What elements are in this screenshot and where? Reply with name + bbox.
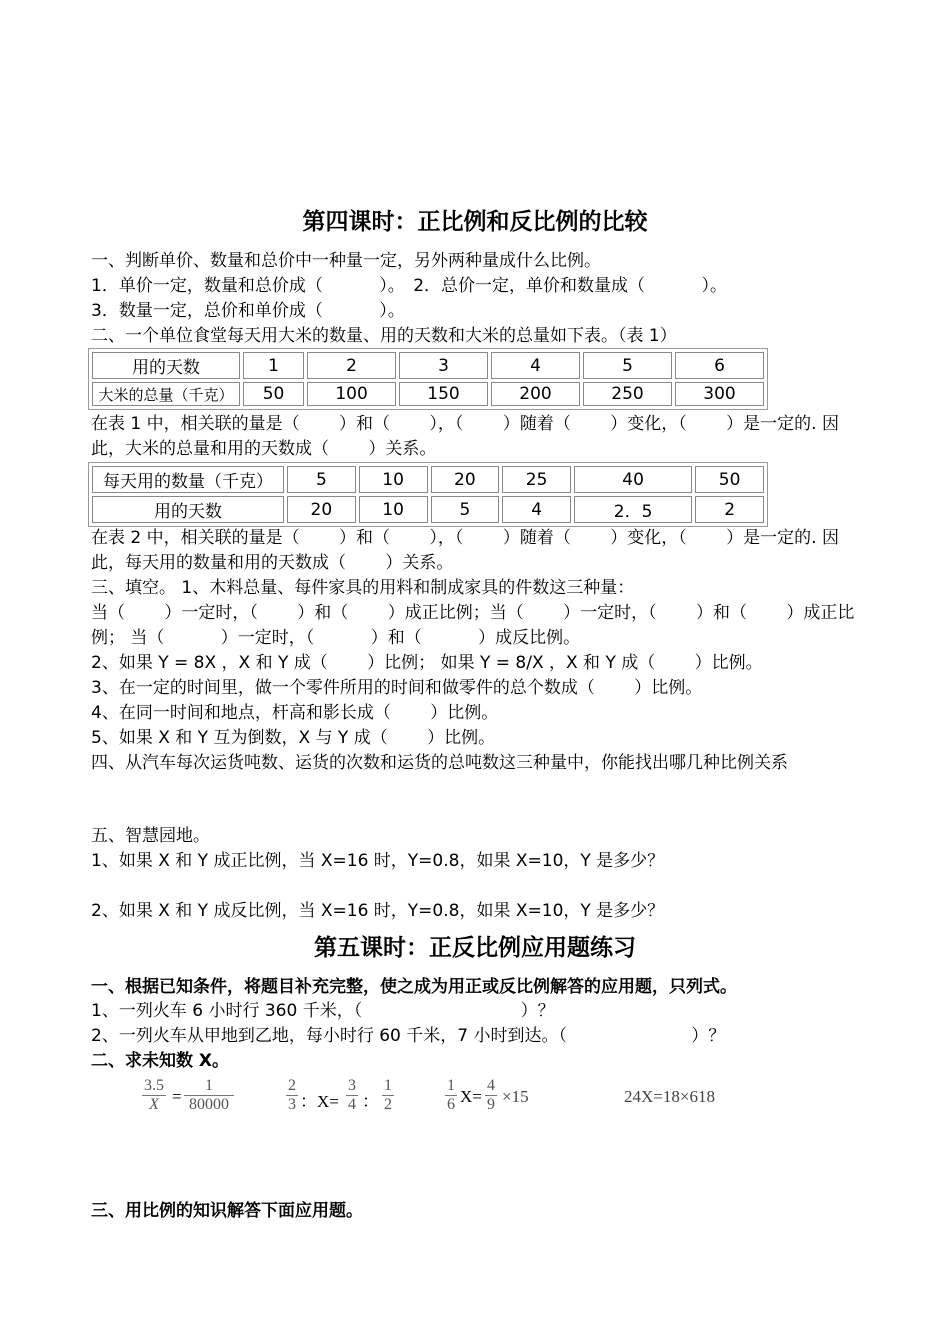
table-cell: 5 xyxy=(287,466,356,493)
table2-question-b: 此，每天用的数量和用的天数成（ ）关系。 xyxy=(91,553,454,573)
lesson5-section1-heading: 一、根据已知条件，将题目补充完整，使之成为用正或反比例解答的应用题，只列式。 xyxy=(91,977,737,997)
denominator: 9 xyxy=(487,1096,495,1113)
equation-text: ×15 xyxy=(502,1087,529,1106)
table-cell: 1 xyxy=(243,352,304,379)
fraction xyxy=(382,1077,394,1114)
equation-text: ：X= xyxy=(300,1092,339,1111)
section3-line-3: 例； 当（ ）一定时，（ ）和（ ）成反比例。 xyxy=(91,628,581,648)
denominator: 80000 xyxy=(189,1096,229,1113)
numerator: 2 xyxy=(288,1077,296,1094)
fraction xyxy=(286,1077,298,1114)
denominator: 6 xyxy=(447,1096,455,1113)
lesson5-title: 第五课时：正反比例应用题练习 xyxy=(314,935,636,961)
table-cell: 100 xyxy=(307,382,396,406)
denominator: 2 xyxy=(384,1096,392,1113)
section5-question-1: 1、如果 X 和 Y 成正比例，当 X=16 时，Y=0.8，如果 X=10，Y 是多少？ xyxy=(91,851,665,871)
table-cell: 用的天数 xyxy=(92,496,284,523)
fraction xyxy=(445,1077,457,1114)
section1-heading: 一、判断单价、数量和总价中一种量一定，另外两种量成什么比例。 xyxy=(91,251,601,271)
table-cell: 每天用的数量（千克） xyxy=(92,466,284,493)
equation-4: 24X=18×618 xyxy=(624,1087,715,1106)
table-2 xyxy=(88,462,768,527)
table-cell: 4 xyxy=(491,352,580,379)
equation-text: X= xyxy=(460,1087,482,1106)
lesson5-question-1: 1、一列火车 6 小时行 360 千米，（ ）？ xyxy=(91,1001,555,1021)
table1-question-a: 在表 1 中，相关联的量是（ ）和（ ），（ ）随着（ ）变化，（ ）是一定的. 因 xyxy=(91,414,839,434)
numerator: 3.5 xyxy=(144,1077,164,1094)
table-cell: 40 xyxy=(574,466,692,493)
table-cell: 20 xyxy=(287,496,356,523)
table-cell: 200 xyxy=(491,382,580,406)
fraction xyxy=(184,1077,234,1114)
section2-heading: 二、一个单位食堂每天用大米的数量、用的天数和大米的总量如下表。（表 1） xyxy=(91,326,677,346)
section5-question-2: 2、如果 X 和 Y 成反比例，当 X=16 时，Y=0.8，如果 X=10，Y 是多少？ xyxy=(91,901,665,921)
table-cell: 2．5 xyxy=(574,496,692,523)
lesson5-question-2: 2、一列火车从甲地到乙地，每小时行 60 千米，7 小时到达。（ ）？ xyxy=(91,1026,726,1046)
table-cell: 20 xyxy=(431,466,500,493)
section3-question-4: 4、在同一时间和地点，杆高和影长成（ ）比例。 xyxy=(91,703,499,723)
table-cell: 250 xyxy=(583,382,672,406)
equation-text: ： xyxy=(362,1092,379,1111)
table-cell: 10 xyxy=(359,466,428,493)
equals-sign: = xyxy=(172,1087,182,1106)
section1-question-3: 3．数量一定，总价和单价成（ ）。 xyxy=(91,301,405,321)
section4-heading: 四、从汽车每次运货吨数、运货的次数和运货的总吨数这三种量中，你能找出哪几种比例关系 xyxy=(91,753,788,773)
numerator: 1 xyxy=(447,1077,455,1094)
table-row xyxy=(92,382,764,406)
table-cell: 50 xyxy=(695,466,764,493)
denominator: 4 xyxy=(348,1096,356,1113)
denominator: 3 xyxy=(288,1096,296,1113)
table-cell: 300 xyxy=(675,382,764,406)
numerator: 4 xyxy=(487,1077,495,1094)
denominator: X xyxy=(149,1096,159,1113)
lesson4-title: 第四课时：正比例和反比例的比较 xyxy=(302,209,648,235)
section3-question-2: 2、如果 Y = 8X ，X 和 Y 成（ ）比例； 如果 Y = 8/X ，X 和 Y 成（ ）比例。 xyxy=(91,653,763,673)
numerator: 3 xyxy=(348,1077,356,1094)
table-cell: 5 xyxy=(431,496,500,523)
table-cell: 6 xyxy=(675,352,764,379)
table-cell: 用的天数 xyxy=(92,352,240,379)
fraction xyxy=(485,1077,497,1114)
section3-question-3: 3、在一定的时间里，做一个零件所用的时间和做零件的总个数成（ ）比例。 xyxy=(91,678,703,698)
section1-question-1-2: 1．单价一定，数量和总价成（ ）。 2．总价一定，单价和数量成（ ）。 xyxy=(91,276,727,296)
section3-line-2: 当（ ）一定时，（ ）和（ ）成正比例；当（ ）一定时，（ ）和（ ）成正比 xyxy=(91,603,855,623)
table1-question-b: 此，大米的总量和用的天数成（ ）关系。 xyxy=(91,439,437,459)
section5-heading: 五、智慧园地。 xyxy=(91,826,210,846)
table-row xyxy=(92,496,764,523)
fraction xyxy=(142,1077,166,1114)
table-cell: 2 xyxy=(307,352,396,379)
table-cell: 50 xyxy=(243,382,304,406)
table2-question-a: 在表 2 中，相关联的量是（ ）和（ ），（ ）随着（ ）变化，（ ）是一定的. 因 xyxy=(91,528,839,548)
table-row xyxy=(92,352,764,379)
section3-heading: 三、填空。 1、木料总量、每件家具的用料和制成家具的件数这三种量： xyxy=(91,578,635,598)
table-cell: 5 xyxy=(583,352,672,379)
numerator: 1 xyxy=(184,1077,234,1096)
table-cell: 大米的总量（千克） xyxy=(92,382,240,406)
table-cell: 150 xyxy=(399,382,488,406)
fraction xyxy=(346,1077,358,1114)
table-cell: 4 xyxy=(502,496,571,523)
lesson5-section2-heading: 二、求未知数 X。 xyxy=(91,1051,230,1071)
numerator: 1 xyxy=(384,1077,392,1094)
table-cell: 25 xyxy=(502,466,571,493)
section3-question-5: 5、如果 X 和 Y 互为倒数，X 与 Y 成（ ）比例。 xyxy=(91,728,496,748)
table-1 xyxy=(88,348,768,410)
lesson5-section3-heading: 三、用比例的知识解答下面应用题。 xyxy=(91,1201,363,1221)
table-cell: 10 xyxy=(359,496,428,523)
table-cell: 2 xyxy=(695,496,764,523)
table-cell: 3 xyxy=(399,352,488,379)
table-row xyxy=(92,466,764,493)
